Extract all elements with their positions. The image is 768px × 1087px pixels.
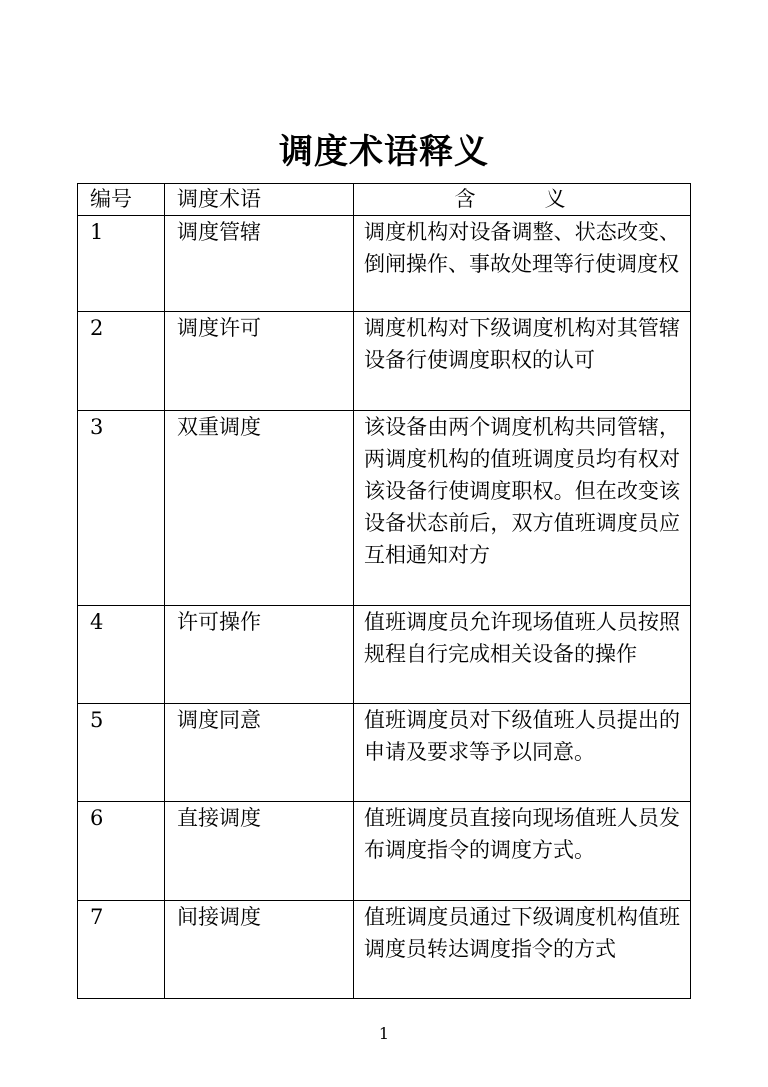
row-number: 3 — [78, 411, 165, 606]
row-meaning: 值班调度员通过下级调度机构值班调度员转达调度指令的方式 — [354, 901, 691, 999]
row-term: 直接调度 — [165, 802, 354, 901]
row-number: 4 — [78, 606, 165, 704]
row-number: 7 — [78, 901, 165, 999]
row-term: 调度许可 — [165, 312, 354, 411]
row-number: 1 — [78, 216, 165, 312]
row-number: 6 — [78, 802, 165, 901]
row-number: 2 — [78, 312, 165, 411]
row-meaning: 调度机构对下级调度机构对其管辖设备行使调度职权的认可 — [354, 312, 691, 411]
row-term: 调度管辖 — [165, 216, 354, 312]
row-meaning: 值班调度员对下级值班人员提出的申请及要求等予以同意。 — [354, 704, 691, 802]
header-number: 编号 — [78, 184, 165, 216]
table-row — [78, 312, 691, 411]
row-meaning: 值班调度员直接向现场值班人员发布调度指令的调度方式。 — [354, 802, 691, 901]
row-meaning: 值班调度员允许现场值班人员按照规程自行完成相关设备的操作 — [354, 606, 691, 704]
row-term: 调度同意 — [165, 704, 354, 802]
table-row — [78, 704, 691, 802]
row-meaning: 该设备由两个调度机构共同管辖，两调度机构的值班调度员均有权对该设备行使调度职权。但在改变该设备状态前后，双方值班调度员应互相通知对方 — [354, 411, 691, 606]
table-row — [78, 802, 691, 901]
row-term: 双重调度 — [165, 411, 354, 606]
row-term: 许可操作 — [165, 606, 354, 704]
row-meaning: 调度机构对设备调整、状态改变、倒闸操作、事故处理等行使调度权 — [354, 216, 691, 312]
terms-table — [77, 183, 691, 999]
page-number: 1 — [378, 1024, 390, 1043]
header-term: 调度术语 — [165, 184, 354, 216]
document-title: 调度术语释义 — [279, 132, 489, 172]
table-row — [78, 901, 691, 999]
header-meaning: 含 义 — [354, 184, 691, 216]
table-header-row — [78, 184, 691, 216]
table-row — [78, 216, 691, 312]
table-row — [78, 606, 691, 704]
row-number: 5 — [78, 704, 165, 802]
table-row — [78, 411, 691, 606]
row-term: 间接调度 — [165, 901, 354, 999]
